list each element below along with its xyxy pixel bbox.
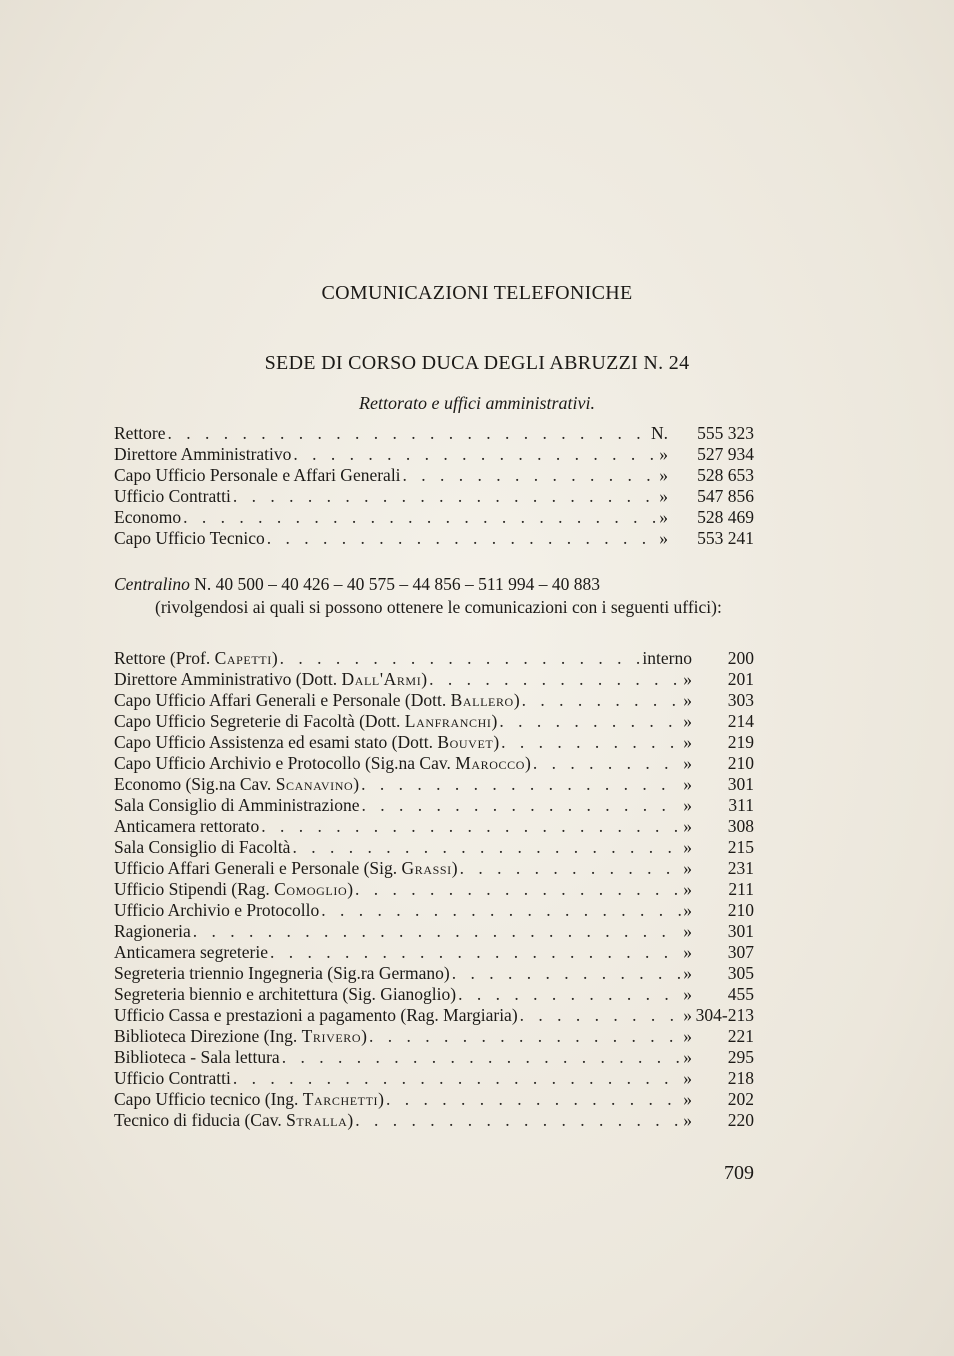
office-label: Sala Consiglio di Facoltà xyxy=(114,837,291,857)
extension-prefix: interno xyxy=(642,648,692,668)
extension-row xyxy=(114,837,754,858)
office-label: Capo Ufficio Tecnico xyxy=(114,528,265,548)
label-suffix: ) xyxy=(347,1110,354,1130)
leader-dots xyxy=(353,879,681,900)
extension-prefix: » xyxy=(683,1089,692,1109)
extension-prefix: » xyxy=(683,921,692,941)
extension-row xyxy=(114,1068,754,1089)
extension-row xyxy=(114,1089,754,1110)
extension-row xyxy=(114,753,754,774)
direct-line-row xyxy=(114,444,754,465)
leader-dots xyxy=(456,984,681,1005)
extension-row xyxy=(114,1047,754,1068)
extension-label xyxy=(114,648,278,669)
phone-number: 528 469 xyxy=(697,507,754,527)
person-name: Comoglio xyxy=(274,879,348,899)
location-heading: SEDE DI CORSO DUCA DEGLI ABRUZZI N. 24 xyxy=(264,352,690,374)
extension-number: 218 xyxy=(727,1068,754,1088)
office-label: Capo Ufficio Personale e Affari Generali xyxy=(114,465,401,485)
extension-number: 221 xyxy=(727,1026,754,1046)
label-suffix: ) xyxy=(271,648,278,668)
extension-prefix: » xyxy=(683,816,692,836)
extension-prefix: » xyxy=(683,837,692,857)
extension-label xyxy=(114,879,353,900)
office-label: Economo (Sig.na Cav. xyxy=(114,774,276,794)
number-prefix: » xyxy=(659,486,668,506)
extension-number: 301 xyxy=(727,921,754,941)
extension-prefix: » xyxy=(683,963,692,983)
extension-row xyxy=(114,816,754,837)
extension-row xyxy=(114,774,754,795)
leader-dots xyxy=(497,711,681,732)
phone-number: 555 323 xyxy=(697,423,754,443)
extension-row xyxy=(114,669,754,690)
extension-label xyxy=(114,1110,353,1131)
extension-number: 201 xyxy=(727,669,754,689)
leader-dots xyxy=(518,1005,682,1026)
extension-number: 301 xyxy=(727,774,754,794)
person-name: Scanavino xyxy=(275,774,354,794)
extension-row xyxy=(114,879,754,900)
office-label: Tecnico di fiducia (Cav. xyxy=(114,1110,287,1130)
leader-dots xyxy=(458,858,682,879)
office-label: Capo Ufficio tecnico (Ing. xyxy=(114,1089,303,1109)
person-name: Lanfranchi xyxy=(404,711,492,731)
label-suffix: ) xyxy=(347,879,354,899)
office-label: Capo Ufficio Archivio e Protocollo (Sig.na Cav. xyxy=(114,753,456,773)
number-prefix: » xyxy=(659,507,668,527)
extension-number: 307 xyxy=(727,942,754,962)
extension-prefix: » xyxy=(683,795,692,815)
person-name: Trivero xyxy=(301,1026,362,1046)
extension-row xyxy=(114,963,754,984)
person-name: Tarchetti xyxy=(302,1089,379,1109)
extension-row xyxy=(114,1005,754,1026)
leader-dots xyxy=(499,732,681,753)
extension-prefix: » xyxy=(683,879,692,899)
office-label: Capo Ufficio Segreterie di Facoltà (Dott. xyxy=(114,711,405,731)
extension-number: 219 xyxy=(727,732,754,752)
office-label: Segreteria biennio e architettura (Sig. Gianoglio) xyxy=(114,984,457,1004)
office-label: Anticamera segreterie xyxy=(114,942,269,962)
person-name: Capetti xyxy=(214,648,272,668)
extension-number: 305 xyxy=(727,963,754,983)
phone-number: 553 241 xyxy=(697,528,754,548)
extension-label xyxy=(114,690,520,711)
extension-number: 308 xyxy=(727,816,754,836)
person-name: Dall'Armi xyxy=(341,669,422,689)
leader-dots xyxy=(231,486,657,507)
extension-row xyxy=(114,1110,754,1131)
person-name: Marocco xyxy=(455,753,525,773)
extension-prefix: » xyxy=(683,690,692,710)
number-prefix: » xyxy=(659,528,668,548)
leader-dots xyxy=(520,690,682,711)
office-label: Segreteria triennio Ingegneria (Sig.ra Germano) xyxy=(114,963,450,983)
leader-dots xyxy=(319,900,681,921)
switchboard-note: (rivolgendosi ai quali si possono ottenere le comunicazioni con i seguenti uffici): xyxy=(155,597,722,617)
extension-label xyxy=(114,732,499,753)
extension-label xyxy=(114,984,456,1005)
extension-label xyxy=(114,942,268,963)
phone-number: 547 856 xyxy=(697,486,754,506)
number-prefix: N. xyxy=(650,423,668,443)
extension-row xyxy=(114,942,754,963)
extension-label xyxy=(114,921,191,942)
extension-label xyxy=(114,711,497,732)
office-label: Anticamera rettorato xyxy=(114,816,260,836)
extension-number: 202 xyxy=(727,1089,754,1109)
extension-number: 210 xyxy=(727,900,754,920)
office-label: Ufficio Contratti xyxy=(114,1068,231,1088)
leader-dots xyxy=(401,465,658,486)
label-suffix: ) xyxy=(451,858,458,878)
office-label: Ufficio Contratti xyxy=(114,486,231,506)
label-suffix: ) xyxy=(524,753,531,773)
extension-label xyxy=(114,900,319,921)
office-label: Sala Consiglio di Amministrazione xyxy=(114,795,360,815)
extension-row xyxy=(114,1026,754,1047)
extension-prefix: » xyxy=(683,1047,692,1067)
office-label: Biblioteca - Sala lettura xyxy=(114,1047,280,1067)
extension-prefix: » xyxy=(683,900,692,920)
leader-dots xyxy=(231,1068,681,1089)
extension-row xyxy=(114,921,754,942)
leader-dots xyxy=(359,795,681,816)
leader-dots xyxy=(191,921,681,942)
leader-dots xyxy=(166,423,649,444)
extension-number: 200 xyxy=(727,648,754,668)
person-name: Stralla xyxy=(286,1110,348,1130)
label-suffix: ) xyxy=(493,732,500,752)
extension-prefix: » xyxy=(683,774,692,794)
leader-dots xyxy=(353,1110,681,1131)
extension-row xyxy=(114,690,754,711)
extension-number: 303 xyxy=(727,690,754,710)
extension-label xyxy=(114,774,359,795)
extension-number: 231 xyxy=(727,858,754,878)
page-title: COMUNICAZIONI TELEFONICHE xyxy=(321,282,633,304)
label-suffix: ) xyxy=(353,774,360,794)
extension-label xyxy=(114,858,458,879)
extension-number: 455 xyxy=(727,984,754,1004)
extension-number: 220 xyxy=(727,1110,754,1130)
extension-prefix: » xyxy=(683,942,692,962)
office-label: Direttore Amministrativo (Dott. xyxy=(114,669,342,689)
extension-prefix: » xyxy=(683,1110,692,1130)
leader-dots xyxy=(384,1089,681,1110)
leader-dots xyxy=(450,963,681,984)
leader-dots xyxy=(427,669,681,690)
office-label: Economo xyxy=(114,507,182,527)
leader-dots xyxy=(181,507,657,528)
extension-label xyxy=(114,1026,367,1047)
extension-label xyxy=(114,963,450,984)
extension-row xyxy=(114,858,754,879)
extension-label xyxy=(114,1047,280,1068)
label-suffix: ) xyxy=(421,669,428,689)
label-suffix: ) xyxy=(378,1089,384,1109)
extension-number: 311 xyxy=(728,795,754,815)
extension-prefix: » xyxy=(683,1068,692,1088)
extension-label xyxy=(114,669,427,690)
extension-row xyxy=(114,900,754,921)
direct-line-row xyxy=(114,465,754,486)
label-suffix: ) xyxy=(361,1026,367,1046)
direct-line-row xyxy=(114,486,754,507)
leader-dots xyxy=(265,528,658,549)
leader-dots xyxy=(290,837,681,858)
leader-dots xyxy=(278,648,641,669)
section-heading: Rettorato e uffici amministrativi. xyxy=(359,393,595,413)
leader-dots xyxy=(259,816,681,837)
office-label: Biblioteca Direzione (Ing. xyxy=(114,1026,302,1046)
leader-dots xyxy=(359,774,681,795)
switchboard-numbers: 40 500 – 40 426 – 40 575 – 44 856 – 511 994 – 40 883 xyxy=(215,574,600,594)
office-label: Capo Ufficio Affari Generali e Personale (Dott. xyxy=(114,690,451,710)
extension-prefix: » xyxy=(683,732,692,752)
label-suffix: ) xyxy=(491,711,498,731)
extension-label xyxy=(114,1005,518,1026)
extension-row xyxy=(114,795,754,816)
office-label: Ufficio Stipendi (Rag. xyxy=(114,879,275,899)
person-name: Bouvet xyxy=(437,732,494,752)
leader-dots xyxy=(531,753,681,774)
extension-number: 210 xyxy=(727,753,754,773)
extension-prefix: » xyxy=(683,711,692,731)
extension-label xyxy=(114,1068,231,1089)
label-suffix: ) xyxy=(513,690,520,710)
page-number: 709 xyxy=(724,1162,754,1184)
switchboard-prefix: N. xyxy=(194,574,212,594)
office-label: Rettore xyxy=(114,423,166,443)
extension-prefix: » xyxy=(683,858,692,878)
leader-dots xyxy=(291,444,657,465)
person-name: Grassi xyxy=(401,858,452,878)
number-prefix: » xyxy=(659,465,668,485)
extension-label xyxy=(114,753,531,774)
extension-label xyxy=(114,1089,384,1110)
extension-row xyxy=(114,984,754,1005)
direct-line-row xyxy=(114,528,754,549)
office-label: Capo Ufficio Assistenza ed esami stato (Dott. xyxy=(114,732,438,752)
extension-prefix: » xyxy=(683,1005,692,1025)
extension-number: 214 xyxy=(727,711,754,731)
direct-line-row xyxy=(114,507,754,528)
phone-number: 527 934 xyxy=(697,444,754,464)
office-label: Rettore (Prof. xyxy=(114,648,215,668)
extension-number: 295 xyxy=(727,1047,754,1067)
office-label: Ragioneria xyxy=(114,921,191,941)
extension-number: 304-213 xyxy=(695,1005,754,1025)
extension-prefix: » xyxy=(683,1026,692,1046)
extension-number: 211 xyxy=(728,879,754,899)
office-label: Ufficio Archivio e Protocollo xyxy=(114,900,320,920)
extension-row xyxy=(114,732,754,753)
leader-dots xyxy=(280,1047,682,1068)
extension-prefix: » xyxy=(683,753,692,773)
person-name: Ballero xyxy=(450,690,514,710)
number-prefix: » xyxy=(659,444,668,464)
office-label: Ufficio Affari Generali e Personale (Sig. xyxy=(114,858,402,878)
extension-label xyxy=(114,837,290,858)
extension-row xyxy=(114,648,754,669)
office-label: Ufficio Cassa e prestazioni a pagamento (Rag. Margiaria) xyxy=(114,1005,518,1025)
leader-dots xyxy=(367,1026,681,1047)
extension-label xyxy=(114,795,359,816)
switchboard-label: Centralino xyxy=(114,574,190,594)
direct-line-row xyxy=(114,423,754,444)
office-label: Direttore Amministrativo xyxy=(114,444,292,464)
extension-prefix: » xyxy=(683,984,692,1004)
phone-number: 528 653 xyxy=(697,465,754,485)
extension-number: 215 xyxy=(727,837,754,857)
extension-label xyxy=(114,816,259,837)
extension-row xyxy=(114,711,754,732)
leader-dots xyxy=(268,942,681,963)
extension-prefix: » xyxy=(683,669,692,689)
switchboard-line xyxy=(114,574,754,595)
